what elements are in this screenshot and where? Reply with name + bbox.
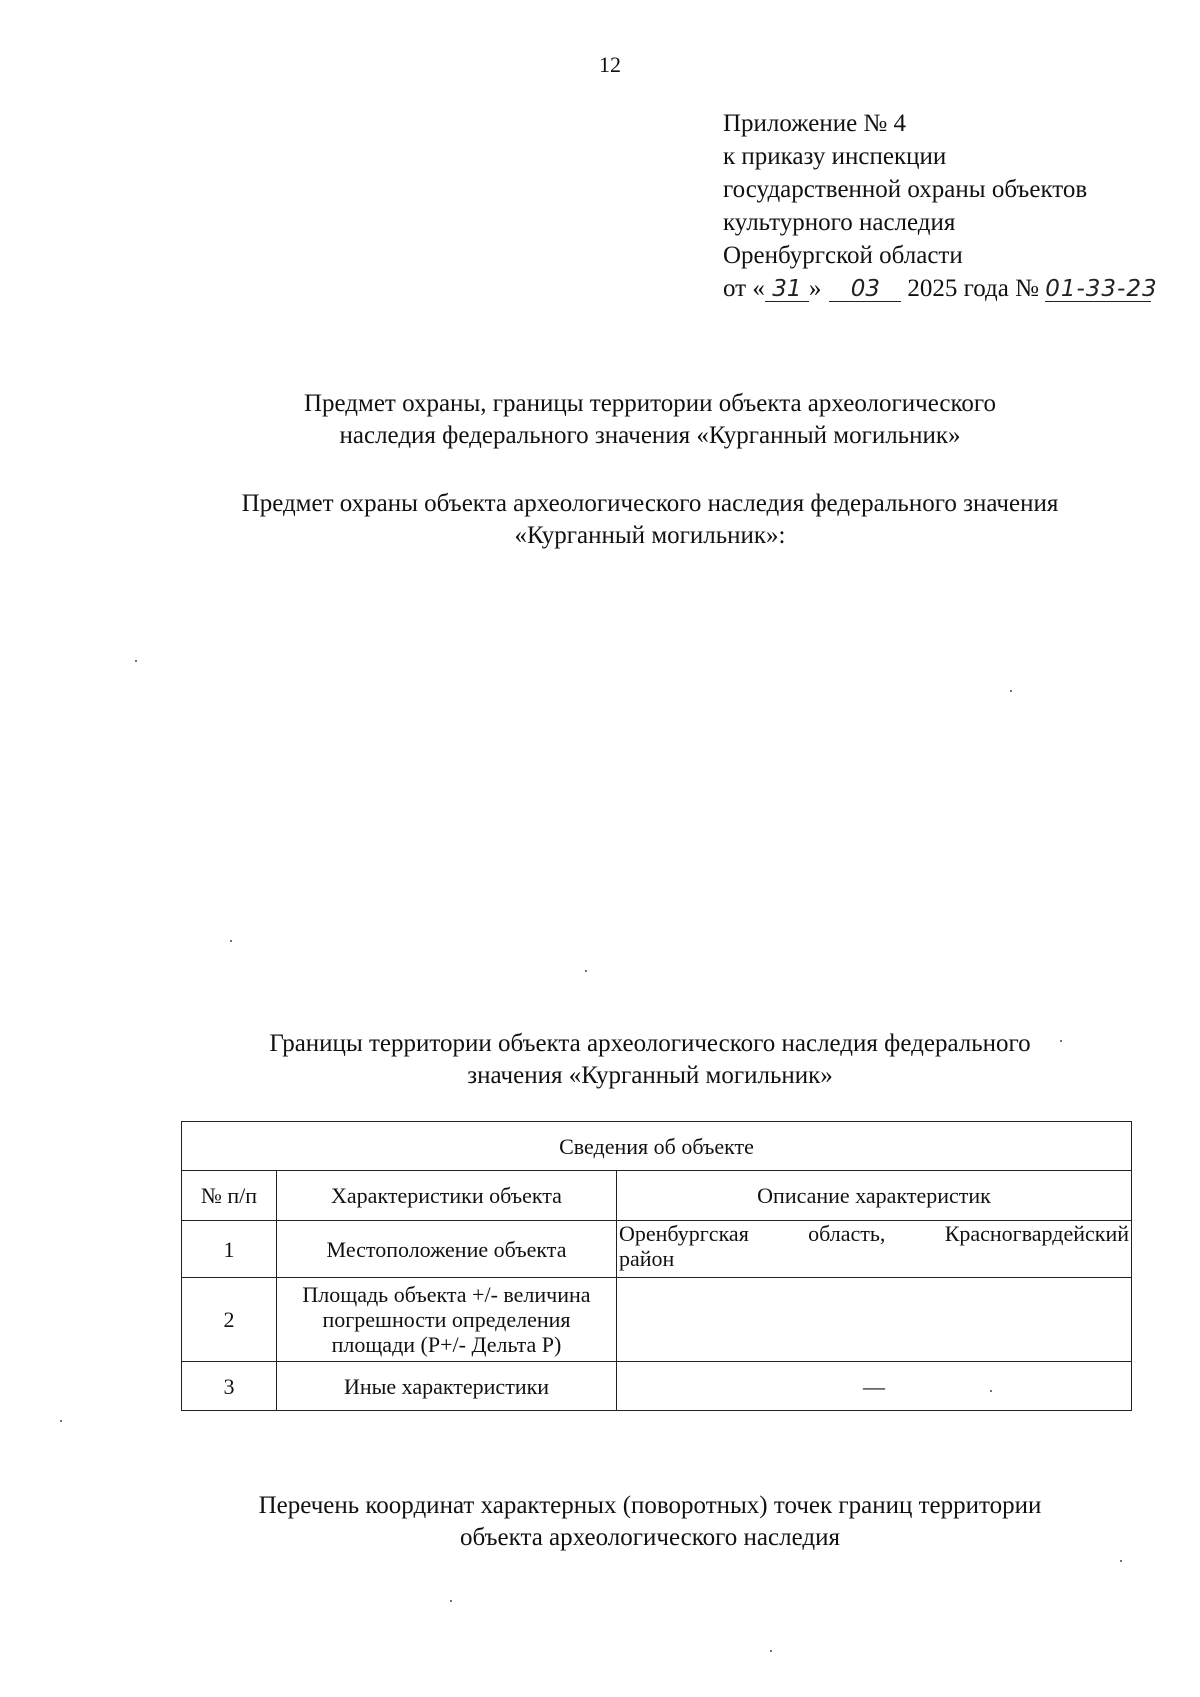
row-description [617,1278,1132,1362]
appendix-line: к приказу инспекции [723,143,947,170]
object-info-table [181,1121,1132,1411]
row-characteristic: Местоположение объекта [277,1221,617,1278]
order-month-handwritten: 03 [829,277,901,302]
scan-speck [60,1420,62,1422]
row-number: 2 [182,1278,277,1362]
main-heading-line: Предмет охраны, границы территории объекта археологического [303,390,997,417]
table-row [182,1278,1132,1362]
order-date-line [723,272,1163,305]
appendix-line: культурного наследия [723,209,956,236]
main-heading-line: наследия федерального значения «Курганный могильник» [339,422,961,449]
description-word: Оренбургская [619,1221,749,1246]
characteristic-line: площади (P+/- Дельта P) [331,1332,562,1357]
order-day-close: » [808,275,822,302]
territory-borders-heading-line: Границы территории объекта археологического наследия федерального [269,1030,1031,1057]
territory-borders-heading-line: значения «Курганный могильник» [467,1062,833,1089]
protection-subject-heading-line: Предмет охраны объекта археологического наследия федерального значения [241,490,1059,517]
page-number: 12 [599,52,621,77]
order-day-handwritten: 31 [765,277,809,302]
column-header-number: № п/п [182,1171,277,1221]
row-characteristic: Иные характеристики [277,1362,617,1411]
characteristic-line: Площадь объекта +/- величина [302,1282,591,1307]
table-row [182,1221,1132,1278]
scan-speck [1060,1040,1062,1042]
column-header-description: Описание характеристик [617,1171,1132,1221]
scan-speck [585,970,587,972]
scan-speck [230,940,232,942]
table-title-row [182,1122,1132,1171]
description-line: район [619,1246,675,1271]
appendix-line: Приложение № 4 [723,110,907,137]
row-description [617,1221,1132,1278]
description-word: Красногвардейский [944,1221,1129,1246]
scan-speck [135,660,137,662]
scan-speck [1120,1560,1122,1562]
scan-speck [770,1650,772,1652]
appendix-line: Оренбургской области [723,242,963,269]
coordinates-list-heading-line: объекта археологического наследия [460,1524,840,1551]
description-word: область, [808,1221,886,1246]
main-heading [100,388,1200,452]
coordinates-list-heading [100,1490,1200,1554]
appendix-line: государственной охраны объектов [723,176,1088,203]
row-number: 1 [182,1221,277,1278]
order-date-prefix: от « [723,275,765,302]
characteristic-line: погрешности определения [322,1307,571,1332]
territory-borders-heading [100,1028,1200,1092]
row-number: 3 [182,1362,277,1411]
table-row [182,1362,1132,1411]
order-year-text: 2025 года № [907,275,1039,302]
protection-subject-heading-line: «Курганный могильник»: [514,522,786,549]
scan-speck [450,1600,452,1602]
table-title: Сведения об объекте [182,1122,1132,1171]
order-number-handwritten: 01-33-23 [1045,276,1158,302]
row-description: — [617,1362,1132,1411]
table-header-row [182,1171,1132,1221]
protection-subject-heading [100,488,1200,552]
scan-speck [990,1390,992,1392]
coordinates-list-heading-line: Перечень координат характерных (поворотных) точек границ территории [258,1492,1042,1519]
row-characteristic [277,1278,617,1362]
scan-speck [1010,690,1012,692]
appendix-block [723,107,1163,305]
description-line [619,1221,1129,1246]
column-header-characteristic: Характеристики объекта [277,1171,617,1221]
